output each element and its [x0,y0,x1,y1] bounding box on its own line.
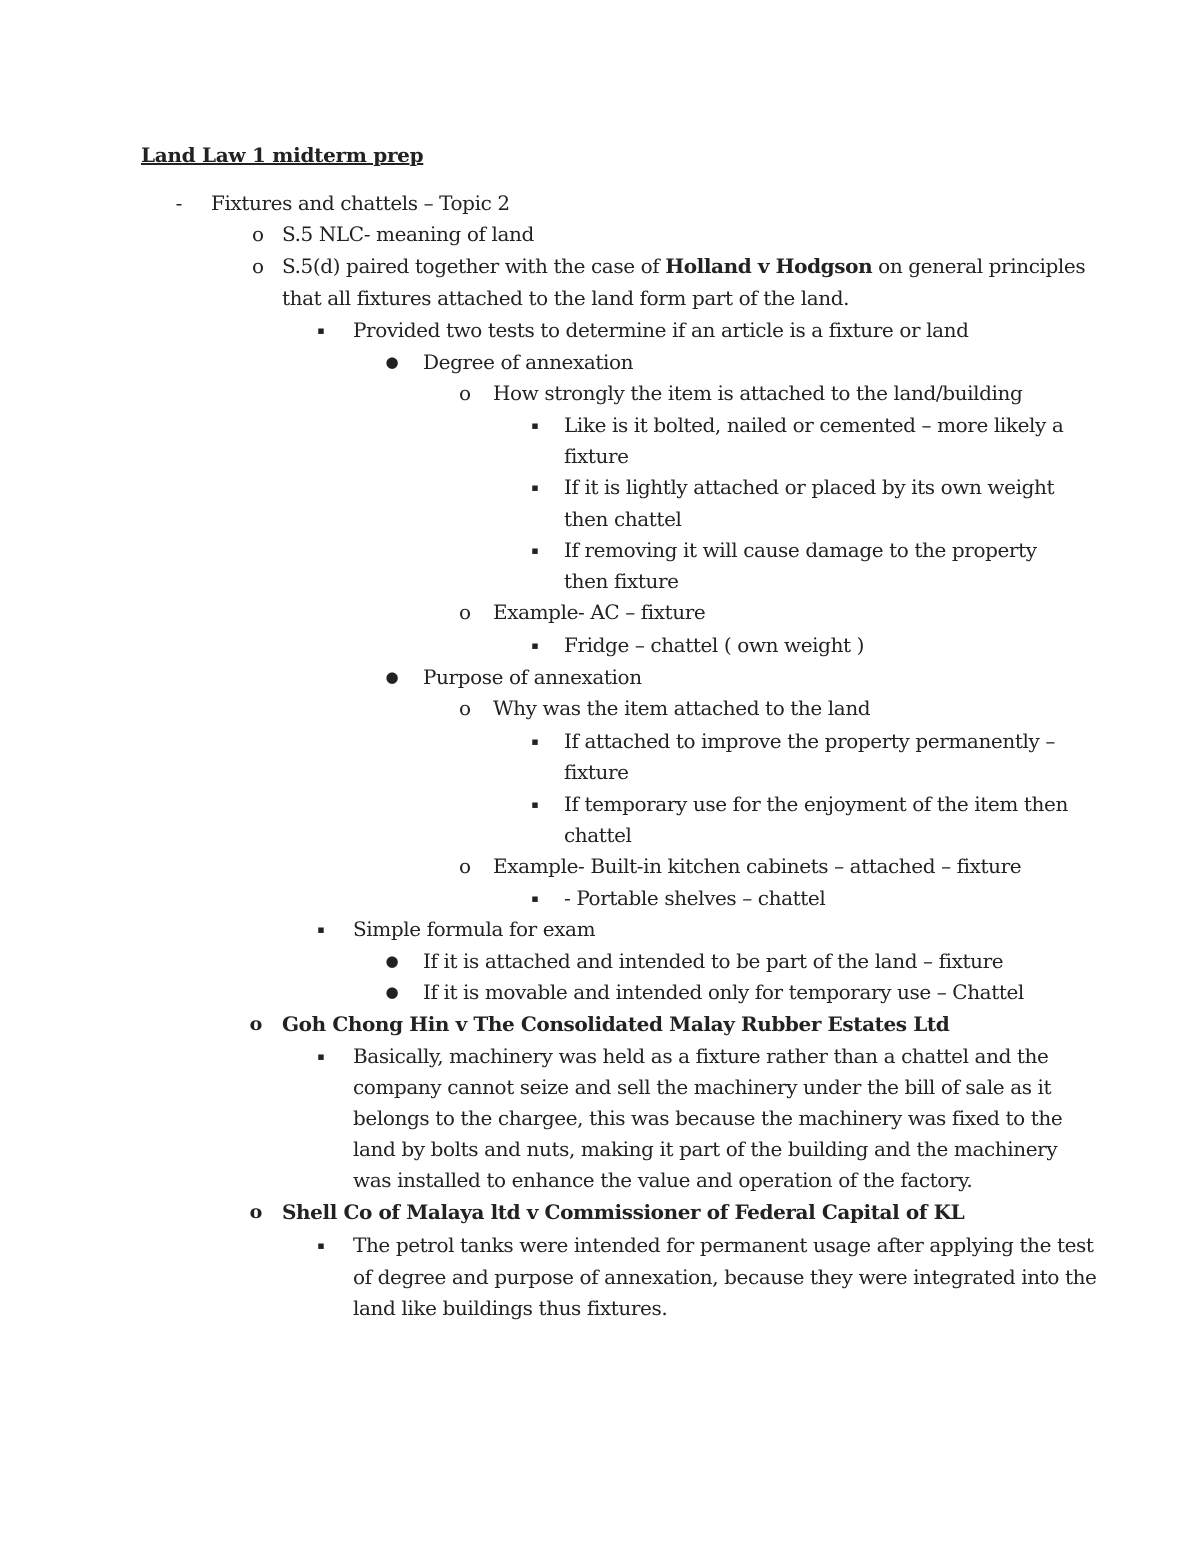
list-item: Provided two tests to determine if an article is a fixture or land [353,318,969,342]
list-item: If removing it will cause damage to the property [564,538,1037,562]
square-bullet: ▪ [317,324,325,337]
list-item: S.5(d) paired together with the case of Holland v Hodgson on general principles [282,254,1086,278]
list-item: If it is movable and intended only for temporary use – Chattel [423,980,1024,1004]
list-item-continuation: belongs to the chargee, this was because the machinery was fixed to the [353,1106,1063,1130]
list-item: Basically, machinery was held as a fixture rather than a chattel and the [353,1044,1049,1068]
list-item: If it is attached and intended to be part of the land – fixture [423,949,1004,973]
topic-heading: Fixtures and chattels – Topic 2 [211,191,510,215]
list-item-continuation: then fixture [564,569,679,593]
dash-bullet: - [175,191,183,215]
dot-bullet: ● [385,668,399,686]
dot-bullet: ● [385,353,399,371]
list-item: S.5 NLC- meaning of land [282,222,534,246]
bold-circle-bullet: o [249,1201,263,1223]
list-item-continuation: land by bolts and nuts, making it part of the building and the machinery [353,1137,1058,1161]
dot-bullet: ● [385,952,399,970]
list-item-continuation: of degree and purpose of annexation, because they were integrated into the [353,1265,1097,1289]
list-item: Simple formula for exam [353,917,596,941]
square-bullet: ▪ [531,481,539,494]
square-bullet: ▪ [317,1239,325,1252]
list-item-continuation: chattel [564,823,632,847]
document-title: Land Law 1 midterm prep [141,143,424,167]
square-bullet: ▪ [531,798,539,811]
square-bullet: ▪ [531,544,539,557]
case-heading-shell: Shell Co of Malaya ltd v Commissioner of Federal Capital of KL [282,1200,965,1224]
circle-bullet: o [458,854,472,878]
list-item-continuation: fixture [564,444,629,468]
list-item: - Portable shelves – chattel [564,886,826,910]
list-item-continuation: then chattel [564,507,682,531]
circle-bullet: o [458,600,472,624]
list-item: Like is it bolted, nailed or cemented – more likely a [564,413,1064,437]
circle-bullet: o [251,222,265,246]
list-item: If temporary use for the enjoyment of the item then [564,792,1068,816]
list-item-continuation: that all fixtures attached to the land form part of the land. [282,286,850,310]
list-item: How strongly the item is attached to the land/building [493,381,1023,405]
circle-bullet: o [458,696,472,720]
square-bullet: ▪ [317,923,325,936]
case-name-holland: Holland v Hodgson [665,254,873,278]
list-item: Why was the item attached to the land [493,696,871,720]
list-item: If it is lightly attached or placed by its own weight [564,475,1055,499]
list-item: The petrol tanks were intended for permanent usage after applying the test [353,1233,1094,1257]
dot-bullet: ● [385,983,399,1001]
square-bullet: ▪ [531,639,539,652]
list-item: Fridge – chattel ( own weight ) [564,633,865,657]
circle-bullet: o [251,254,265,278]
square-bullet: ▪ [317,1050,325,1063]
case-heading-goh: Goh Chong Hin v The Consolidated Malay Rubber Estates Ltd [282,1012,950,1036]
list-item: Purpose of annexation [423,665,642,689]
list-item-continuation: was installed to enhance the value and operation of the factory. [353,1168,973,1192]
list-item-continuation: land like buildings thus fixtures. [353,1296,668,1320]
circle-bullet: o [458,381,472,405]
bold-circle-bullet: o [249,1013,263,1035]
square-bullet: ▪ [531,419,539,432]
square-bullet: ▪ [531,735,539,748]
list-item-continuation: fixture [564,760,629,784]
list-item: Example- Built-in kitchen cabinets – attached – fixture [493,854,1022,878]
list-item: If attached to improve the property permanently – [564,729,1055,753]
square-bullet: ▪ [531,892,539,905]
list-item: Example- AC – fixture [493,600,706,624]
list-item: Degree of annexation [423,350,634,374]
list-item-continuation: company cannot seize and sell the machinery under the bill of sale as it [353,1075,1052,1099]
